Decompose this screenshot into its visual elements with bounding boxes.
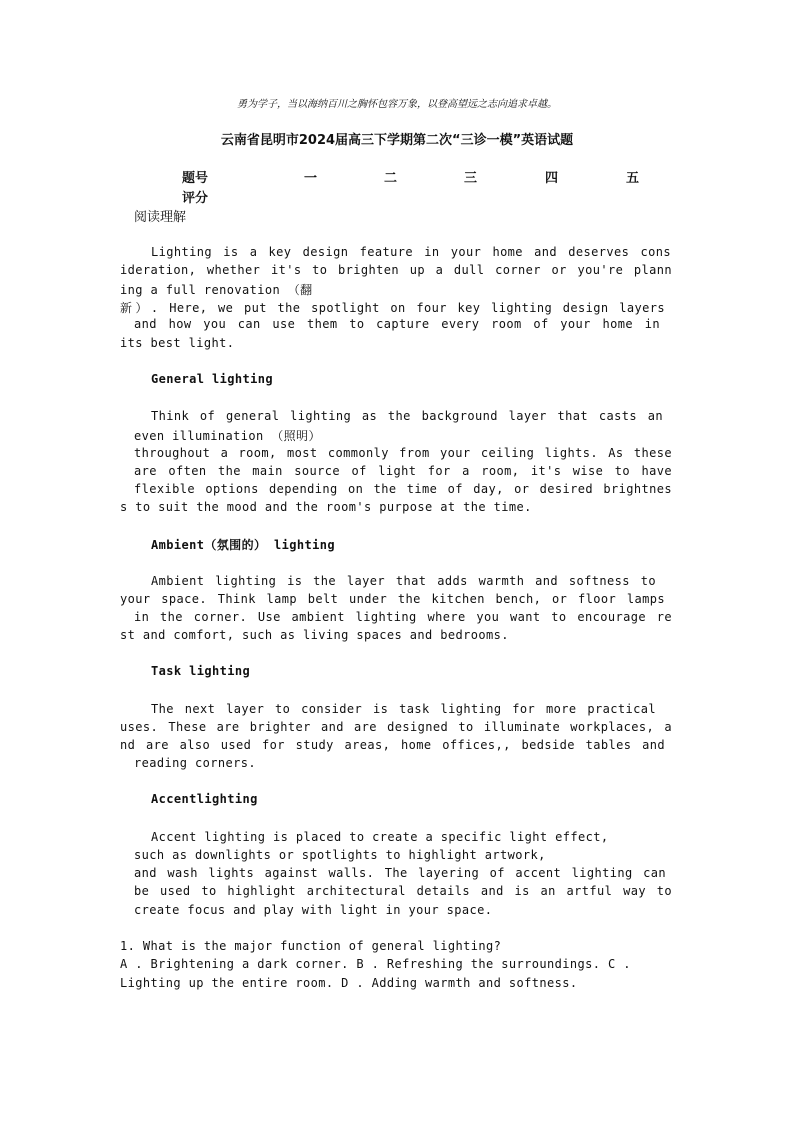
score-table-header-label: 题号 xyxy=(182,171,209,186)
ambient-line: st and comfort, such as living spaces and bedrooms. xyxy=(120,628,509,642)
general-line: are often the main source of light for a room, it's wise to have xyxy=(134,464,672,478)
ambient-line: in the corner. Use ambient lighting where you want to encourage re xyxy=(134,610,672,624)
general-line: s to suit the mood and the room's purpose at the time. xyxy=(120,500,532,514)
question-options-line: A . Brightening a dark corner. B . Refreshing the surroundings. C . xyxy=(120,957,631,971)
score-col-1: 一 xyxy=(304,171,318,186)
general-heading: General lighting xyxy=(151,372,273,386)
score-col-3: 三 xyxy=(464,171,478,186)
accent-line: be used to highlight architectural details and is an artful way to xyxy=(134,884,672,898)
intro-line: its best light. xyxy=(120,336,235,350)
score-row-label: 评分 xyxy=(182,191,209,206)
general-line: flexible options depending on the time of day, or desired brightnes xyxy=(134,482,672,496)
task-line: The next layer to consider is task lighting for more practical xyxy=(151,702,656,716)
accent-line: Accent lighting is placed to create a specific light effect, xyxy=(151,830,609,844)
accent-line: such as downlights or spotlights to highlight artwork, xyxy=(134,848,546,862)
general-line: even illumination （照明） xyxy=(134,429,321,443)
accent-line: and wash lights against walls. The layering of accent lighting can xyxy=(134,866,666,880)
intro-line: and how you can use them to capture every room of your home in xyxy=(134,317,660,331)
question-stem: 1. What is the major function of general lighting? xyxy=(120,939,502,953)
general-line: throughout a room, most commonly from your ceiling lights. As these xyxy=(134,446,672,460)
accent-line: create focus and play with light in your space. xyxy=(134,903,493,917)
intro-line: ing a full renovation （翻 xyxy=(120,283,313,297)
task-heading: Task lighting xyxy=(151,664,251,678)
intro-line: ideration, whether it's to brighten up a dull corner or you're plann xyxy=(120,263,672,277)
section-heading: 阅读理解 xyxy=(134,210,187,225)
task-line: nd are also used for study areas, home offices,, bedside tables and xyxy=(120,738,665,752)
ambient-line: Ambient lighting is the layer that adds warmth and softness to xyxy=(151,574,656,588)
score-col-4: 四 xyxy=(545,171,559,186)
intro-line: 新）. Here, we put the spotlight on four key lighting design layers xyxy=(120,301,665,315)
task-line: uses. These are brighter and are designed to illuminate workplaces, a xyxy=(120,720,672,734)
ambient-heading: Ambient（氛围的） lighting xyxy=(151,538,335,552)
question-options-line: Lighting up the entire room. D . Adding warmth and softness. xyxy=(120,976,578,990)
score-col-2: 二 xyxy=(384,171,398,186)
motto: 勇为学子，当以海纳百川之胸怀包容万象，以登高望远之志向追求卓越。 xyxy=(237,99,557,110)
page-title: 云南省昆明市2024届高三下学期第二次“三诊一模”英语试题 xyxy=(220,133,574,148)
ambient-line: your space. Think lamp belt under the kitchen bench, or floor lamps xyxy=(120,592,665,606)
accent-heading: Accentlighting xyxy=(151,792,258,806)
score-col-5: 五 xyxy=(626,171,640,186)
general-line: Think of general lighting as the background layer that casts an xyxy=(151,409,663,423)
intro-line: Lighting is a key design feature in your home and deserves cons xyxy=(151,245,671,259)
task-line: reading corners. xyxy=(134,756,256,770)
